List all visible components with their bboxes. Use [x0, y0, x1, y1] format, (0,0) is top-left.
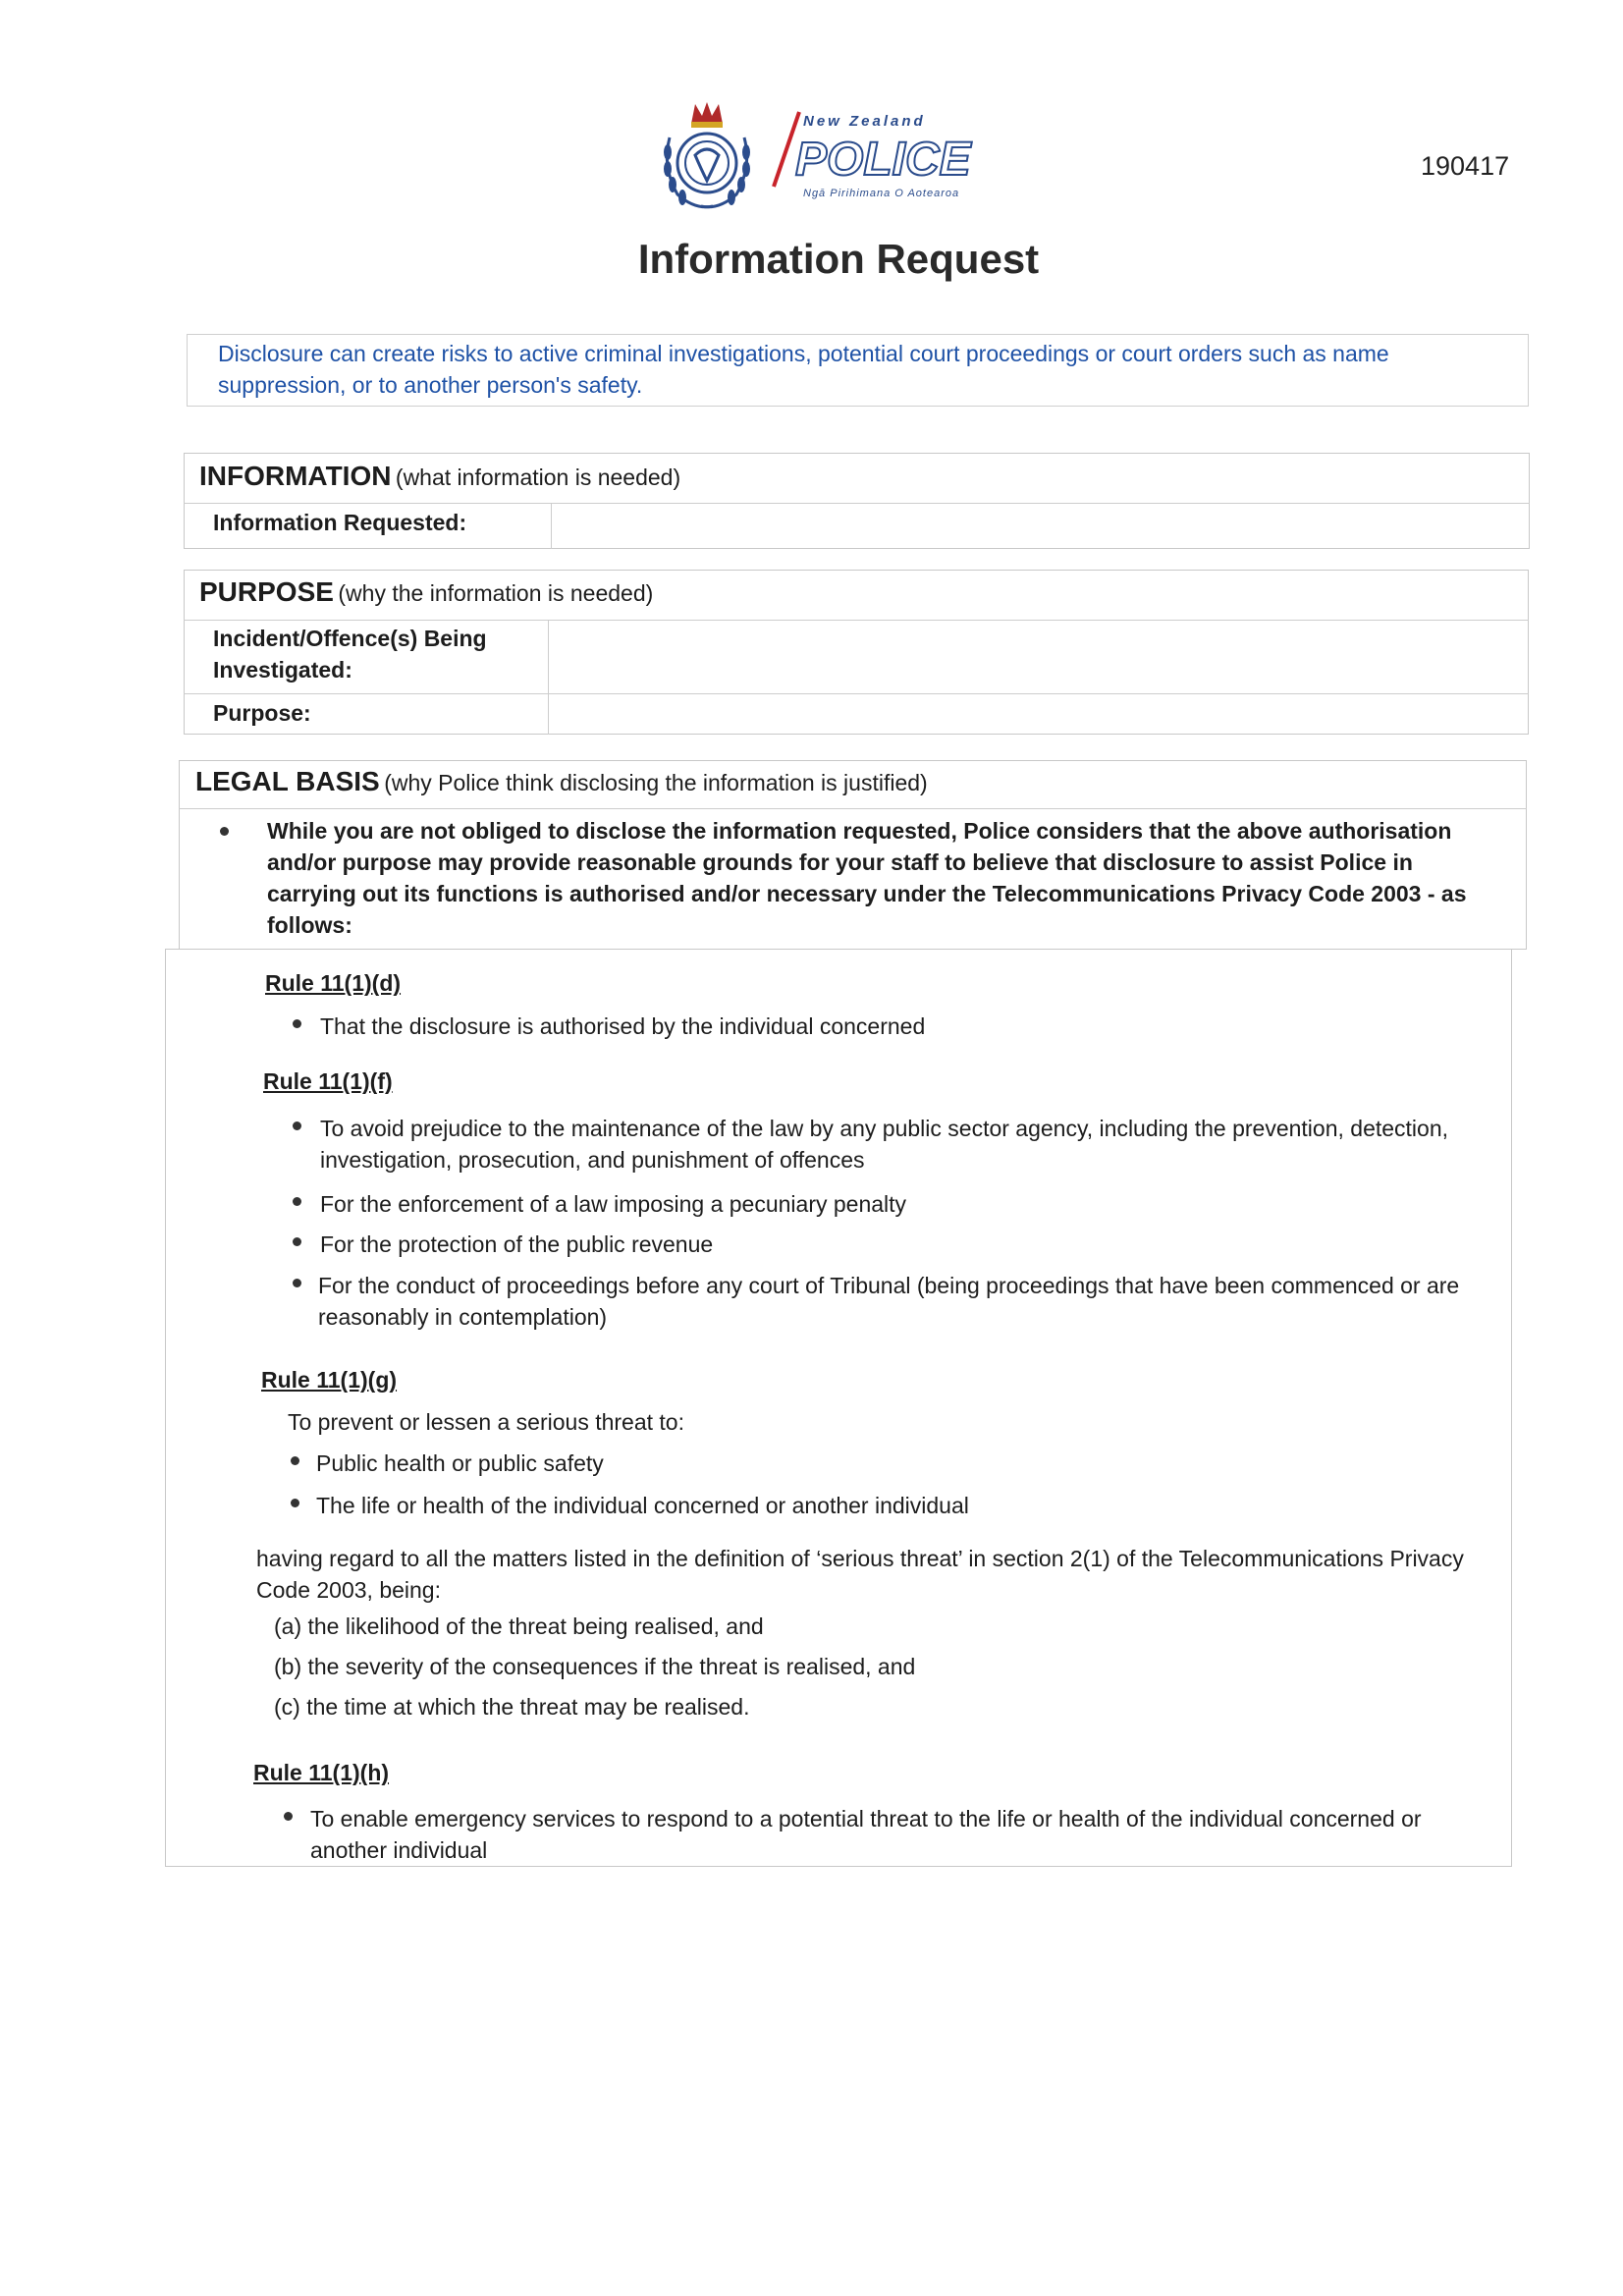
- bullet-icon: [293, 1121, 301, 1130]
- divider: [551, 503, 552, 549]
- divider: [548, 620, 549, 735]
- purpose-label: Purpose:: [213, 700, 311, 726]
- bullet-icon: [293, 1197, 301, 1206]
- rule-item: To avoid prejudice to the maintenance of the law by any public sector agency, including the prevention, detection, investigation, prosecution, and punishment of offences: [320, 1116, 1449, 1173]
- purpose-field[interactable]: [551, 696, 1525, 733]
- purpose-subheading: (why the information is needed): [338, 580, 654, 606]
- document-number: 190417: [1421, 151, 1510, 181]
- bullet-icon: [293, 1279, 301, 1287]
- rule-item: For the conduct of proceedings before any court of Tribunal (being proceedings that have been commenced or are reasonably in contemplation): [318, 1273, 1460, 1330]
- rule-item: For the enforcement of a law imposing a pecuniary penalty: [320, 1191, 907, 1217]
- bullet-icon: [291, 1456, 299, 1465]
- rule-heading: Rule 11(1)(d): [265, 970, 402, 996]
- information-heading: INFORMATION (what information is needed): [199, 461, 681, 491]
- rule-heading: Rule 11(1)(g): [261, 1367, 398, 1393]
- criteria-item: (a) the likelihood of the threat being realised, and: [274, 1613, 764, 1639]
- rule-item: For the protection of the public revenue: [320, 1231, 714, 1257]
- rule-item: To enable emergency services to respond to a potential threat to the life or health of the individual concerned or another individual: [310, 1806, 1422, 1863]
- bullet-icon: [284, 1812, 293, 1821]
- criteria-item: (b) the severity of the consequences if the threat is realised, and: [274, 1654, 916, 1679]
- nz-police-logo: [656, 98, 982, 214]
- divider: [179, 808, 1527, 809]
- incident-offence-field[interactable]: [551, 623, 1525, 691]
- disclosure-notice-text: Disclosure can create risks to active criminal investigations, potential court proceedings or court orders such as name suppression, or to another person's safety.: [218, 341, 1389, 398]
- police-crest-icon: [656, 98, 982, 214]
- rule-heading: Rule 11(1)(f): [263, 1068, 393, 1094]
- legal-basis-subheading: (why Police think disclosing the information is justified): [384, 770, 928, 795]
- incident-offence-label: Incident/Offence(s) Being Investigated:: [213, 626, 487, 683]
- information-subheading: (what information is needed): [395, 465, 681, 490]
- divider: [184, 620, 1529, 621]
- svg-text:New Zealand: New Zealand: [803, 113, 926, 130]
- rule-heading: Rule 11(1)(h): [253, 1760, 390, 1785]
- rule-follow-text: having regard to all the matters listed in the definition of ‘serious threat’ in section 2(1) of the Telecommunications Privacy Code 2003, being:: [256, 1546, 1464, 1603]
- rule-item: Public health or public safety: [316, 1450, 604, 1476]
- divider: [184, 503, 1530, 504]
- svg-text:Ngā Pirihimana O Aotearoa: Ngā Pirihimana O Aotearoa: [803, 188, 960, 199]
- svg-text:POLICE: POLICE: [795, 134, 971, 186]
- divider: [184, 693, 1529, 694]
- legal-basis-heading: LEGAL BASIS (why Police think disclosing the information is justified): [195, 766, 928, 796]
- bullet-icon: [291, 1499, 299, 1507]
- bullet-icon: [293, 1019, 301, 1028]
- bullet-icon: [220, 827, 229, 836]
- page-title: Information Request: [637, 236, 1040, 282]
- legal-basis-intro: While you are not obliged to disclose the information requested, Police considers that the above authorisation and/or purpose may provide reasonable grounds for your staff to believe that disclosure to assist Police in carrying out its functions is authorised and/or necessary under the Telecommunications Privacy Code 2003 - as follows:: [267, 818, 1467, 938]
- rule-item: That the disclosure is authorised by the individual concerned: [320, 1013, 926, 1039]
- information-requested-field[interactable]: [554, 506, 1526, 547]
- purpose-heading: PURPOSE (why the information is needed): [199, 576, 654, 607]
- bullet-icon: [293, 1237, 301, 1246]
- information-requested-label: Information Requested:: [213, 510, 467, 535]
- criteria-item: (c) the time at which the threat may be realised.: [274, 1694, 750, 1720]
- rule-item: The life or health of the individual concerned or another individual: [316, 1493, 969, 1518]
- rule-lead-text: To prevent or lessen a serious threat to:: [288, 1409, 684, 1435]
